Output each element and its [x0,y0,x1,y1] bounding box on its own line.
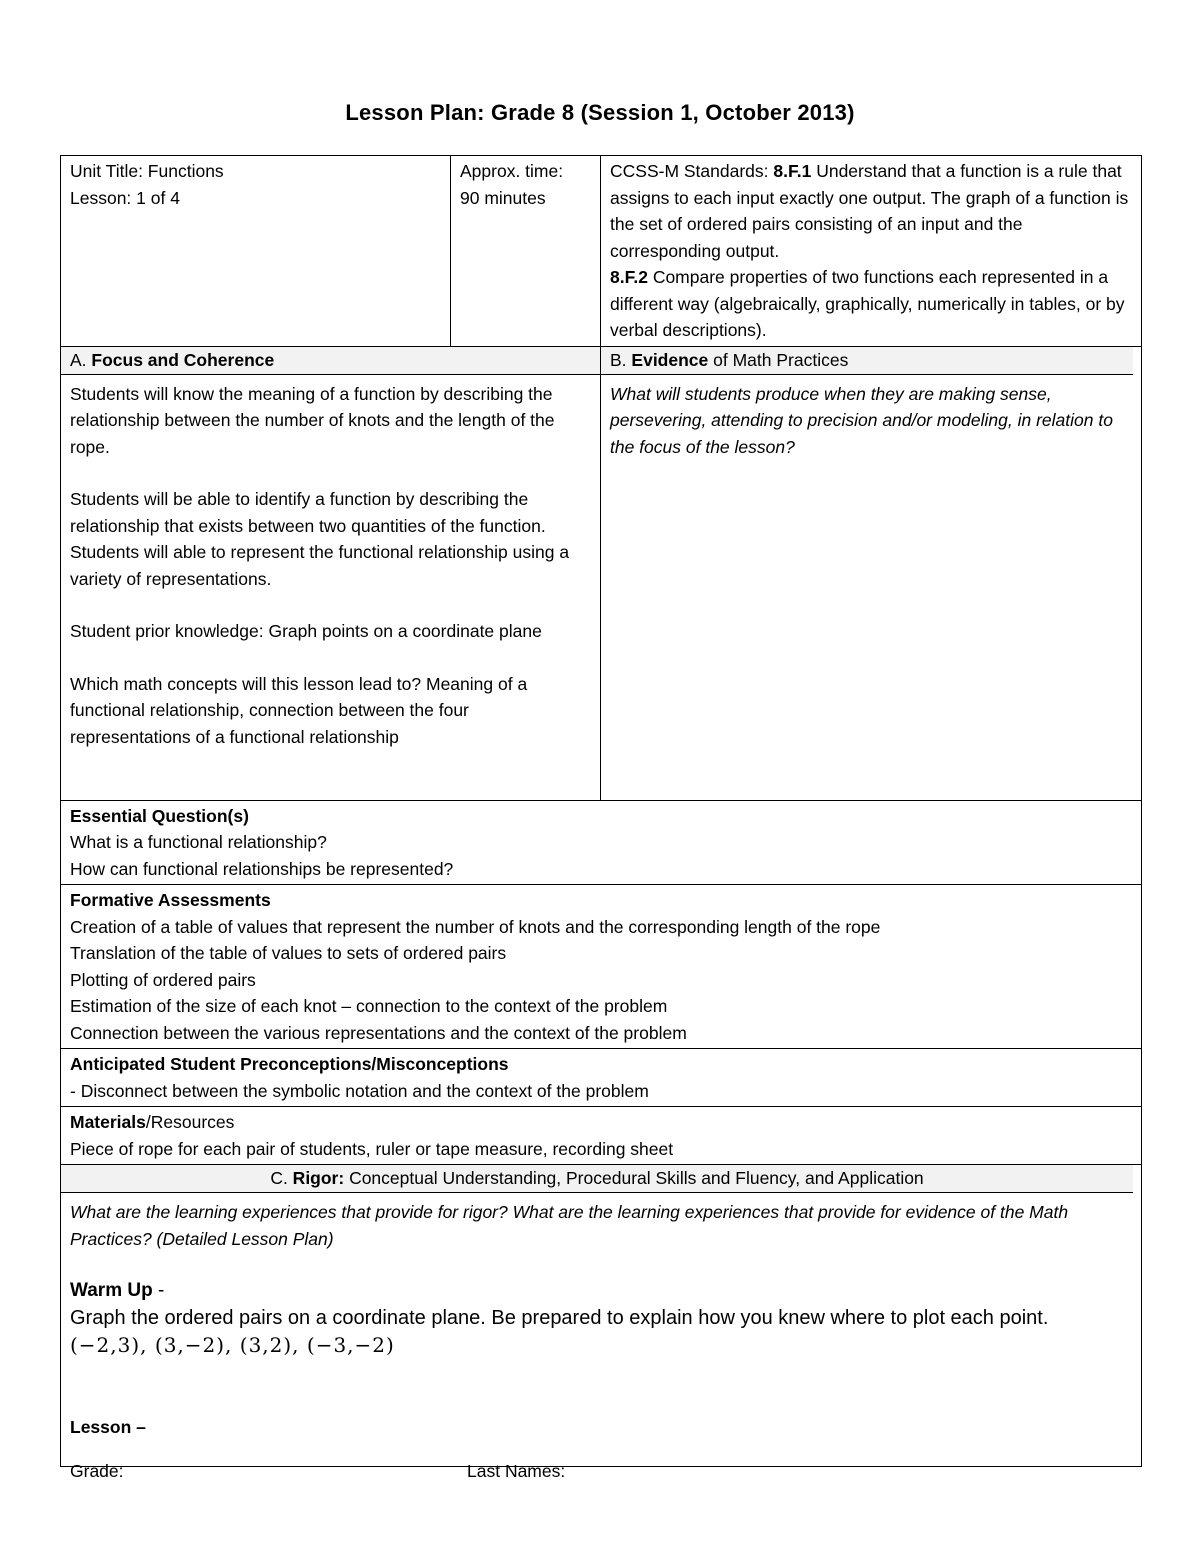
materials-heading: Materials/Resources [70,1112,235,1132]
materials-cell [61,1107,1142,1165]
lesson-number: Lesson: 1 of 4 [70,187,180,208]
warm-up-instructions: Graph the ordered pairs on a coordinate plane. Be prepared to explain how you knew where to plot each point. [70,1306,1049,1329]
ordered-pairs: (−2,3), (3,−2), (3,2), (−3,−2) [70,1332,395,1357]
essential-questions-heading: Essential Question(s) [70,805,249,826]
focus-paragraph-1: Students will know the meaning of a function by describing the relationship between the number of knots and the length of the rope. [70,383,555,457]
standard-1-text: Understand that a function is a rule that assigns to each input exactly one output. The graph of a function is the set of ordered pairs consisting of an input and the corresponding output. [610,161,1129,261]
approx-time-value: 90 minutes [460,187,546,208]
focus-cell [61,346,601,800]
essential-question-1: What is a functional relationship? [70,832,327,852]
essential-questions-cell [61,800,1142,885]
warm-up-heading: Warm Up - [70,1280,165,1301]
rigor-row [61,1165,1142,1467]
materials-item: Piece of rope for each pair of students, ruler or tape measure, recording sheet [70,1138,674,1159]
essential-questions-row [61,800,1142,885]
preconceptions-item: - Disconnect between the symbolic notation and the context of the problem [70,1080,649,1101]
approx-time-label: Approx. time: [460,161,564,181]
formative-item: Estimation of the size of each knot – connection to the context of the problem [70,996,668,1016]
lesson-heading: Lesson – [70,1417,146,1437]
formative-item: Plotting of ordered pairs [70,969,256,990]
formative-item: Creation of a table of values that represent the number of knots and the corresponding length of the rope [70,916,881,937]
formative-assessments-row [61,885,1142,1049]
focus-heading: A. Focus and Coherence [61,347,600,375]
page-title: Lesson Plan: Grade 8 (Session 1, October 2013) [345,100,855,125]
unit-title: Unit Title: Functions [70,161,224,181]
standard-1-code: 8.F.1 [773,161,812,181]
preconceptions-cell [61,1049,1142,1107]
preconceptions-heading: Anticipated Student Preconceptions/Misconceptions [70,1054,509,1074]
grade-label: Grade: [70,1461,124,1481]
standards-label: CCSS-M Standards: [610,161,774,181]
concepts-lead-to: Which math concepts will this lesson lead to? Meaning of a functional relationship, connection between the four representations of a functional relationship [70,673,528,747]
standards-cell [601,156,1142,347]
evidence-prompt: What will students produce when they are making sense, persevering, attending to precision and/or modeling, in relation to the focus of the lesson? [610,383,1113,457]
rigor-prompt: What are the learning experiences that provide for rigor? What are the learning experiences that provide for evidence of the Math Practices? (Detailed Lesson Plan) [70,1202,1069,1249]
last-names-label: Last Names: [467,1461,566,1481]
standard-2-text: Compare properties of two functions each represented in a different way (algebraically, graphically, numerically in tables, or by verbal descriptions). [610,267,1125,340]
formative-item: Connection between the various representations and the context of the problem [70,1022,687,1043]
prior-knowledge: Student prior knowledge: Graph points on a coordinate plane [70,621,542,641]
formative-heading: Formative Assessments [70,890,271,910]
evidence-heading: B. Evidence of Math Practices [601,347,1133,375]
formative-assessments-cell [61,885,1142,1049]
header-row [61,156,1142,347]
focus-evidence-row [61,346,1142,800]
materials-row [61,1107,1142,1165]
preconceptions-row [61,1049,1142,1107]
lesson-plan-table [60,155,1142,1467]
time-cell [451,156,601,347]
rigor-cell [61,1165,1142,1467]
formative-item: Translation of the table of values to sets of ordered pairs [70,943,507,963]
rigor-heading: C. Rigor: Conceptual Understanding, Procedural Skills and Fluency, and Application [61,1165,1133,1193]
essential-question-2: How can functional relationships be represented? [70,858,454,879]
unit-cell [61,156,451,347]
focus-paragraph-2: Students will be able to identify a function by describing the relationship that exists between two quantities of the function. Students will able to represent the functional relationship using a variety of representations. [70,489,570,589]
evidence-cell [601,346,1142,800]
standard-2-code: 8.F.2 [610,267,648,287]
